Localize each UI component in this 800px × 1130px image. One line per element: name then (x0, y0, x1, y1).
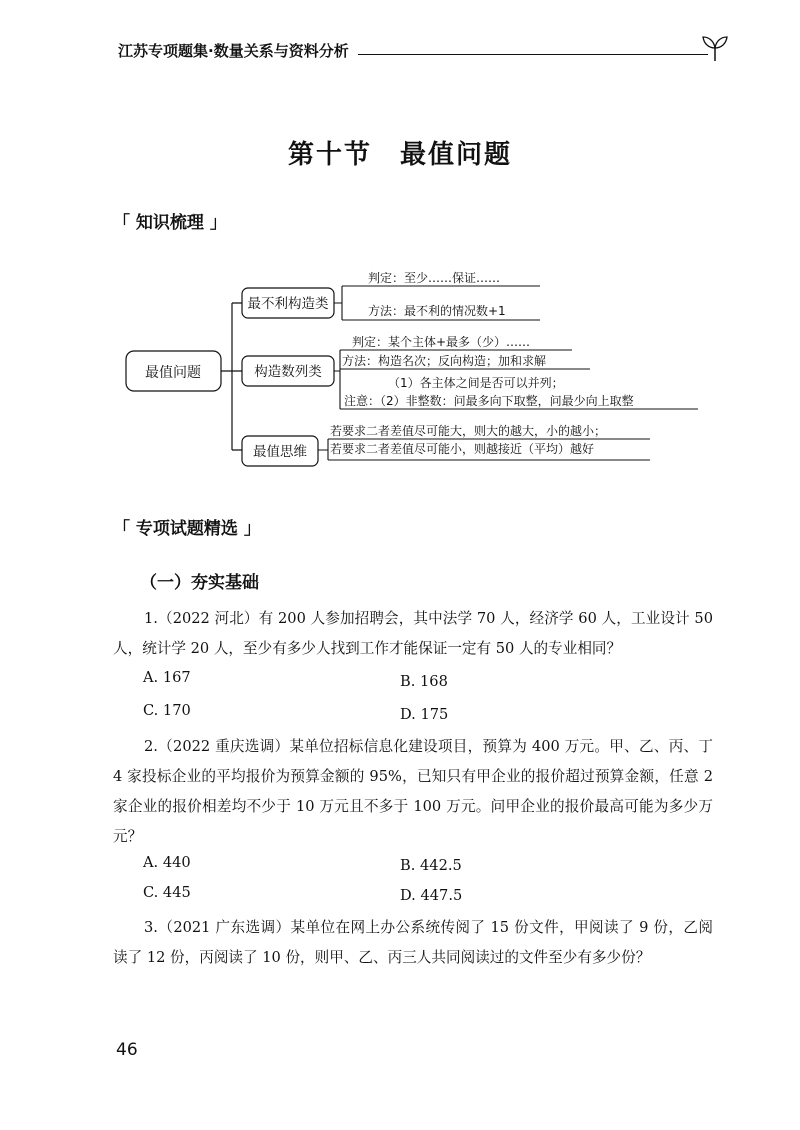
mindmap-item-2-4: 注意：（2）非整数：问最多向下取整，问最少向上取整 (344, 394, 634, 408)
header-rule (358, 54, 708, 55)
mindmap-item-1-2: 方法：最不利的情况数+1 (368, 304, 506, 318)
mindmap-item-1-1: 判定：至少……保证…… (368, 271, 501, 285)
knowledge-mindmap (120, 262, 720, 482)
mindmap-branch-label-2: 构造数列类 (254, 364, 322, 380)
page-title: 第十节 最值问题 (287, 140, 512, 170)
mindmap-item-3-2: 若要求二者差值尽可能小，则越接近（平均）越好 (330, 442, 595, 456)
mindmap-item-2-2: 方法：构造名次；反向构造；加和求解 (342, 354, 547, 368)
question-2-option-d: D. 447.5 (400, 887, 463, 904)
question-1-option-c: C. 170 (143, 702, 191, 719)
mindmap-root-connector (221, 303, 242, 450)
running-header (118, 34, 728, 64)
question-2-option-c: C. 445 (143, 884, 191, 901)
sub-heading: （一）夯实基础 (140, 573, 259, 593)
mindmap-item-2-3: （1）各主体之间是否可以并列； (388, 376, 564, 390)
mindmap-root-label: 最值问题 (145, 365, 201, 381)
knowledge-section-label: 「 知识梳理 」 (113, 213, 227, 233)
question-2-option-a: A. 440 (143, 854, 191, 871)
mindmap-branch-label-1: 最不利构造类 (247, 296, 329, 312)
mindmap-branch-label-3: 最值思维 (253, 444, 307, 460)
question-1-option-b: B. 168 (400, 673, 448, 690)
question-1-text: 1.（2022 河北）有 200 人参加招聘会，其中法学 70 人，经济学 60 人，工业设计 50 人，统计学 20 人，至少有多少人找到工作才能保证一定有 50 人的专业相同？ (113, 610, 713, 657)
question-3-text: 3.（2021 广东选调）某单位在网上办公系统传阅了 15 份文件，甲阅读了 9 份，乙阅读了 12 份，丙阅读了 10 份，则甲、乙、丙三人共同阅读过的文件至少有多少份？ (113, 919, 713, 966)
question-1-option-a: A. 167 (143, 669, 191, 686)
page-number: 46 (116, 1040, 138, 1060)
sprout-icon (700, 34, 730, 62)
header-title: 江苏专项题集·数量关系与资料分析 (118, 42, 349, 60)
question-1-option-d: D. 175 (400, 706, 449, 723)
question-2-option-b: B. 442.5 (400, 857, 462, 874)
mindmap-item-3-1: 若要求二者差值尽可能大，则大的越大，小的越小； (330, 424, 607, 438)
mindmap-item-2-1: 判定：某个主体+最多（少）…… (352, 335, 531, 349)
question-2-text: 2.（2022 重庆选调）某单位招标信息化建设项目，预算为 400 万元。甲、乙、丙、丁 4 家投标企业的平均报价为预算金额的 95%，已知只有甲企业的报价超过预算金额，任意 2 家企业的报价相差均不少于 10 万元且不多于 100 万元。问甲企业的报价最高可能为多少万元？ (113, 738, 713, 845)
questions-section-label: 「 专项试题精选 」 (113, 519, 261, 539)
